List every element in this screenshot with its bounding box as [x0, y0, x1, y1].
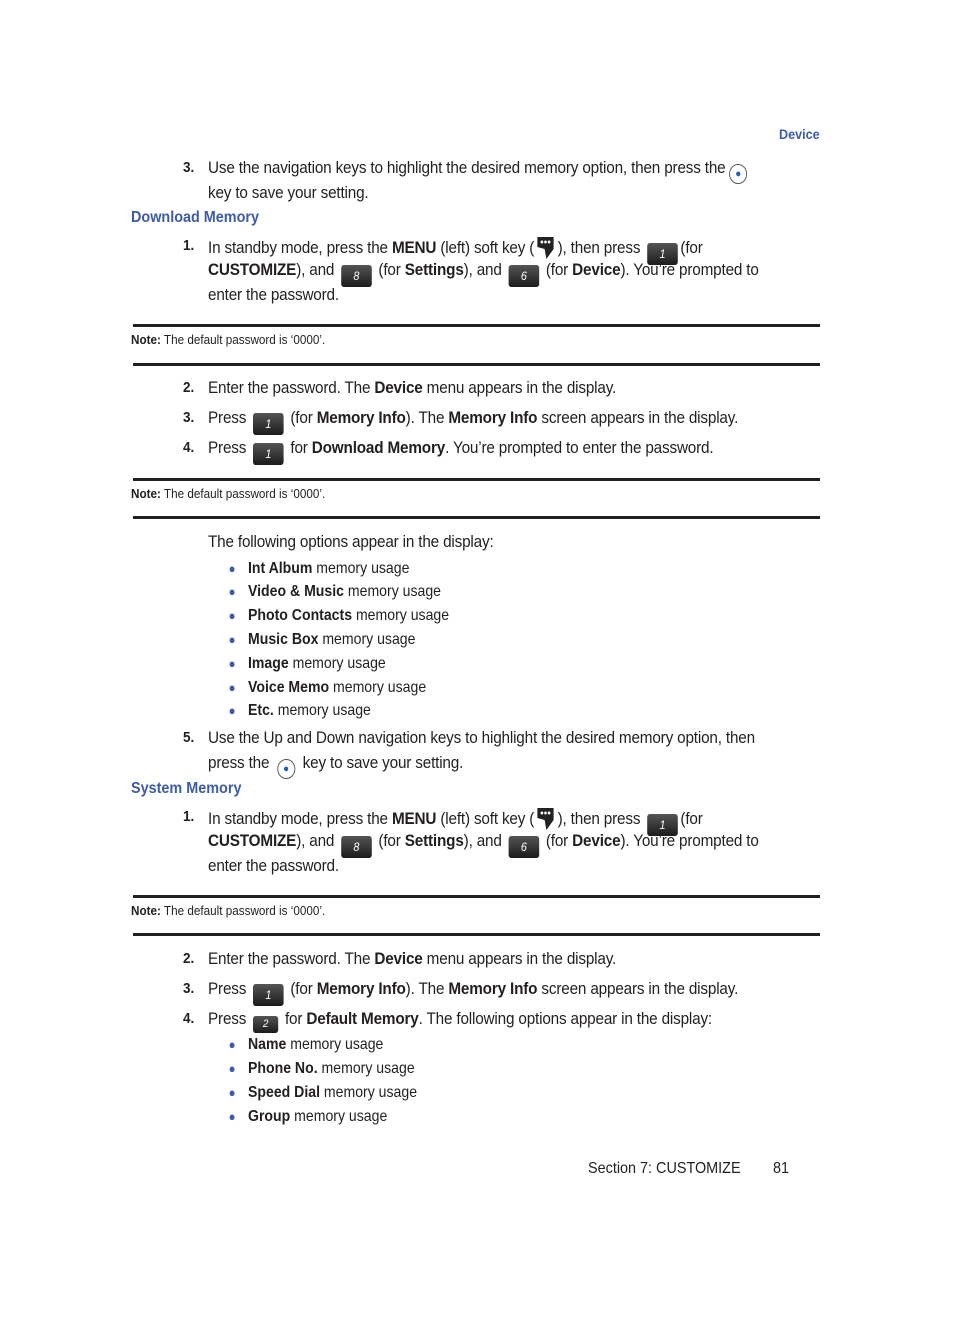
step-text: Press 1 for Download Memory. You’re prompted to enter the password.: [208, 437, 713, 465]
key-1-icon: 1: [647, 243, 678, 265]
options-intro: The following options appear in the display:: [208, 532, 494, 551]
download-memory-heading: Download Memory: [131, 209, 260, 226]
list-item: ● Etc. memory usage: [228, 702, 371, 719]
left-soft-key-icon: [536, 806, 556, 832]
note: Note: The default password is ‘0000’.: [131, 903, 326, 918]
list-item: ● Speed Dial memory usage: [228, 1084, 418, 1101]
step-number: 4.: [183, 439, 195, 456]
step-text-cont: key to save your setting.: [208, 183, 369, 202]
step-number: 3.: [183, 980, 195, 997]
list-item: ● Music Box memory usage: [228, 631, 416, 648]
page-number: 81: [773, 1160, 790, 1177]
note-rule-bottom: [133, 516, 820, 519]
ok-key-icon: ●: [729, 164, 747, 184]
step-number: 2.: [183, 379, 195, 396]
list-item: ● Video & Music memory usage: [228, 583, 442, 600]
key-1-icon: 1: [253, 984, 284, 1006]
step-number: 4.: [183, 1010, 195, 1027]
note-rule-top: [133, 895, 820, 898]
note-rule-bottom: [133, 933, 820, 936]
note-rule-top: [133, 324, 820, 327]
step-text-cont: CUSTOMIZE), and 8 (for Settings), and 6 (for Device). You’re prompted to: [208, 259, 759, 287]
step-text: Enter the password. The Device menu appears in the display.: [208, 949, 617, 968]
note: Note: The default password is ‘0000’.: [131, 332, 326, 347]
key-8-icon: 8: [341, 836, 372, 858]
step-text-cont: press the ● key to save your setting.: [208, 752, 463, 779]
step-text-cont: CUSTOMIZE), and 8 (for Settings), and 6 (for Device). You’re prompted to: [208, 830, 759, 858]
key-1-icon: 1: [647, 814, 678, 836]
step-text: Press 2 for Default Memory. The following options appear in the display:: [208, 1008, 712, 1033]
footer-section: Section 7: CUSTOMIZE: [588, 1160, 741, 1177]
key-1-icon: 1: [253, 443, 284, 465]
step-text: Use the navigation keys to highlight the desired memory option, then press the ●: [208, 157, 751, 184]
key-6-icon: 6: [508, 836, 539, 858]
key-2-icon: 2: [253, 1016, 278, 1033]
list-item: ● Int Album memory usage: [228, 560, 410, 577]
note-rule-top: [133, 478, 820, 481]
step-text: Press 1 (for Memory Info). The Memory Info screen appears in the display.: [208, 407, 738, 435]
step-text: In standby mode, press the MENU (left) soft key ( ), then press 1 (for: [208, 235, 703, 265]
step-number: 2.: [183, 950, 195, 967]
ok-key-icon: ●: [277, 759, 295, 779]
step-number: 3.: [183, 409, 195, 426]
step-number: 1.: [183, 237, 195, 254]
step-number: 3.: [183, 159, 195, 176]
step-text: Use the Up and Down navigation keys to highlight the desired memory option, then: [208, 728, 755, 747]
note: Note: The default password is ‘0000’.: [131, 486, 326, 501]
section-tag: Device: [779, 126, 820, 142]
list-item: ● Name memory usage: [228, 1036, 384, 1053]
step-text-cont: enter the password.: [208, 285, 339, 304]
list-item: ● Photo Contacts memory usage: [228, 607, 450, 624]
system-memory-heading: System Memory: [131, 780, 242, 797]
list-item: ● Voice Memo memory usage: [228, 679, 427, 696]
note-rule-bottom: [133, 363, 820, 366]
list-item: ● Phone No. memory usage: [228, 1060, 415, 1077]
key-6-icon: 6: [508, 265, 539, 287]
step-number: 1.: [183, 808, 195, 825]
left-soft-key-icon: [536, 235, 556, 261]
step-number: 5.: [183, 729, 195, 746]
list-item: ● Group memory usage: [228, 1108, 388, 1125]
step-text: In standby mode, press the MENU (left) soft key ( ), then press 1 (for: [208, 806, 703, 836]
step-text-cont: enter the password.: [208, 856, 339, 875]
step-text: Enter the password. The Device menu appears in the display.: [208, 378, 617, 397]
step-text: Press 1 (for Memory Info). The Memory Info screen appears in the display.: [208, 978, 738, 1006]
key-8-icon: 8: [341, 265, 372, 287]
list-item: ● Image memory usage: [228, 655, 386, 672]
key-1-icon: 1: [253, 413, 284, 435]
